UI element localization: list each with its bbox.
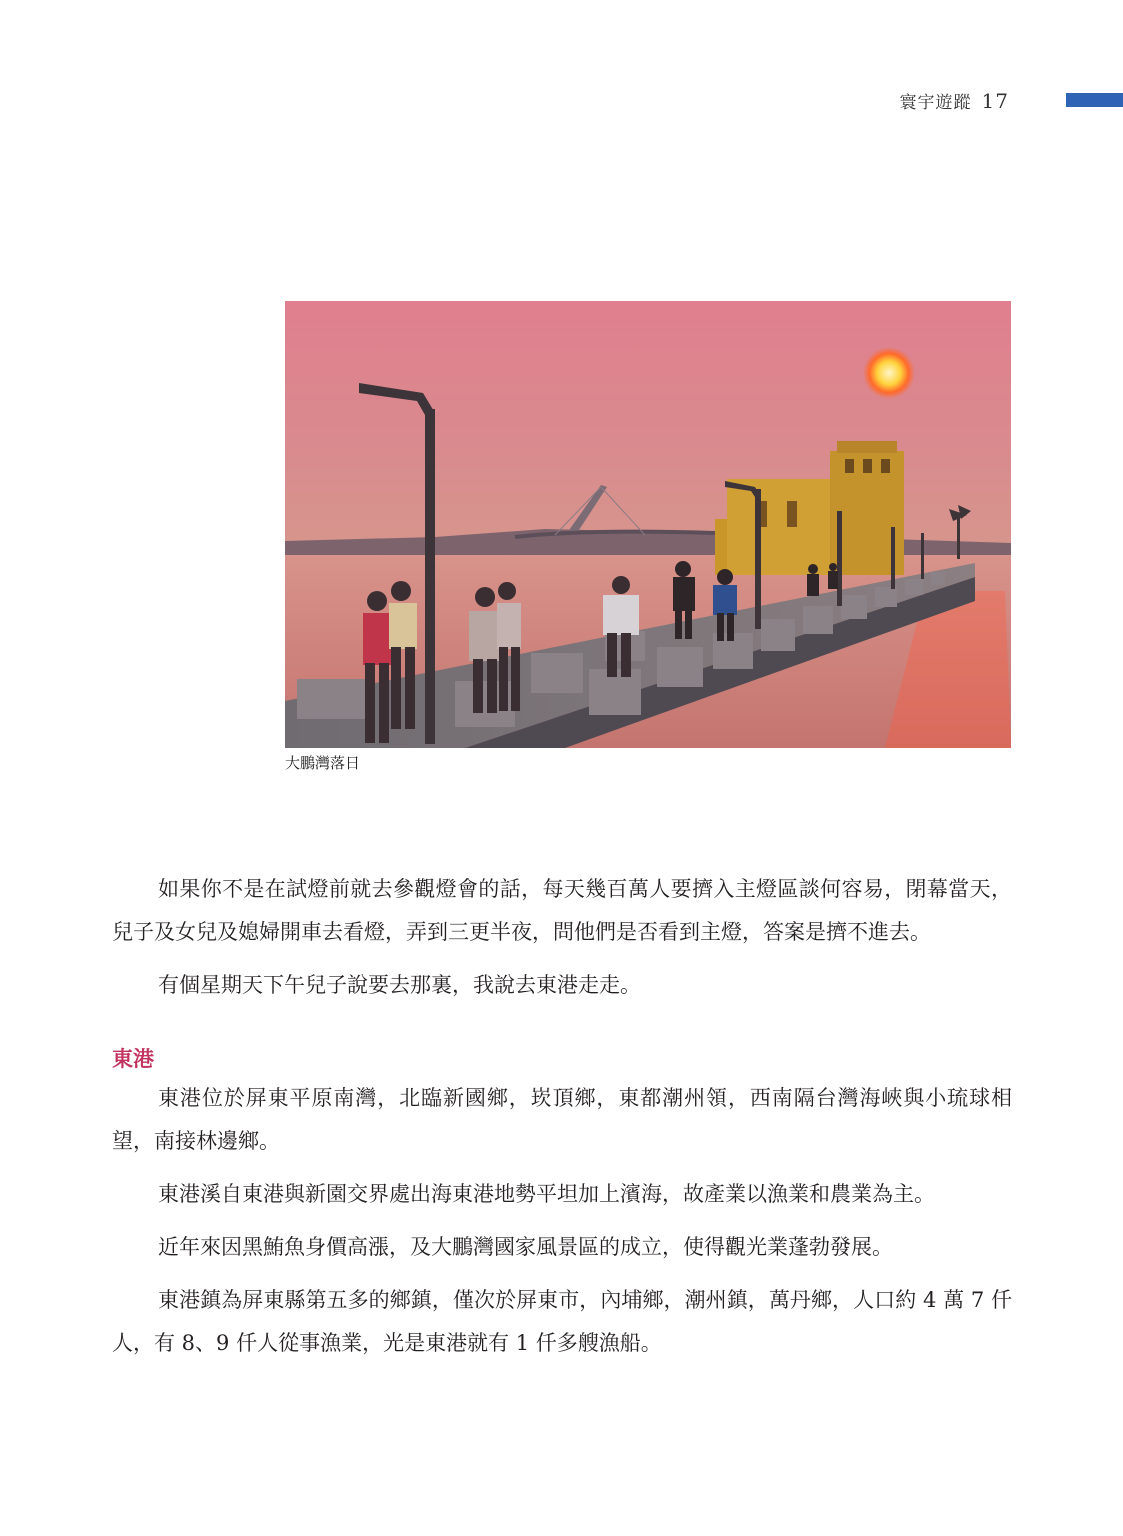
book-title: 寰宇遊蹤 bbox=[899, 93, 972, 113]
sunset-photo bbox=[285, 301, 1011, 748]
sunset-photo-illustration bbox=[285, 301, 1011, 748]
section-paragraph-1: 東港位於屏東平原南灣，北臨新國鄉，崁頂鄉，東都潮州領，西南隔台灣海峽與小琉球相望，南接林邊鄉。 bbox=[112, 1086, 1012, 1153]
intro-paragraph-2: 有個星期天下午兒子說要去那裏，我說去東港走走。 bbox=[158, 973, 641, 997]
section-paragraph-4: 東港鎮為屏東縣第五多的鄉鎮，僅次於屏東市，內埔鄉，潮州鎮，萬丹鄉，人口約 4 萬 7 仟人，有 8、9 仟人從事漁業，光是東港就有 1 仟多艘漁船。 bbox=[112, 1288, 1012, 1355]
header-accent-bar bbox=[1066, 93, 1123, 107]
running-header bbox=[900, 88, 1009, 113]
section-heading: 東港 bbox=[112, 1047, 154, 1071]
intro-paragraph-1: 如果你不是在試燈前就去參觀燈會的話，每天幾百萬人要擠入主燈區談何容易，閉幕當天，兒子及女兒及媳婦開車去看燈，弄到三更半夜，問他們是否看到主燈，答案是擠不進去。 bbox=[112, 877, 1012, 944]
section-paragraph-3: 近年來因黑鮪魚身價高漲，及大鵬灣國家風景區的成立，使得觀光業蓬勃發展。 bbox=[158, 1235, 893, 1259]
section-paragraph-2: 東港溪自東港與新園交界處出海東港地勢平坦加上濱海，故產業以漁業和農業為主。 bbox=[158, 1182, 935, 1206]
sun bbox=[863, 347, 915, 399]
page-number: 17 bbox=[981, 89, 1009, 113]
photo-caption: 大鵬灣落日 bbox=[285, 754, 361, 772]
